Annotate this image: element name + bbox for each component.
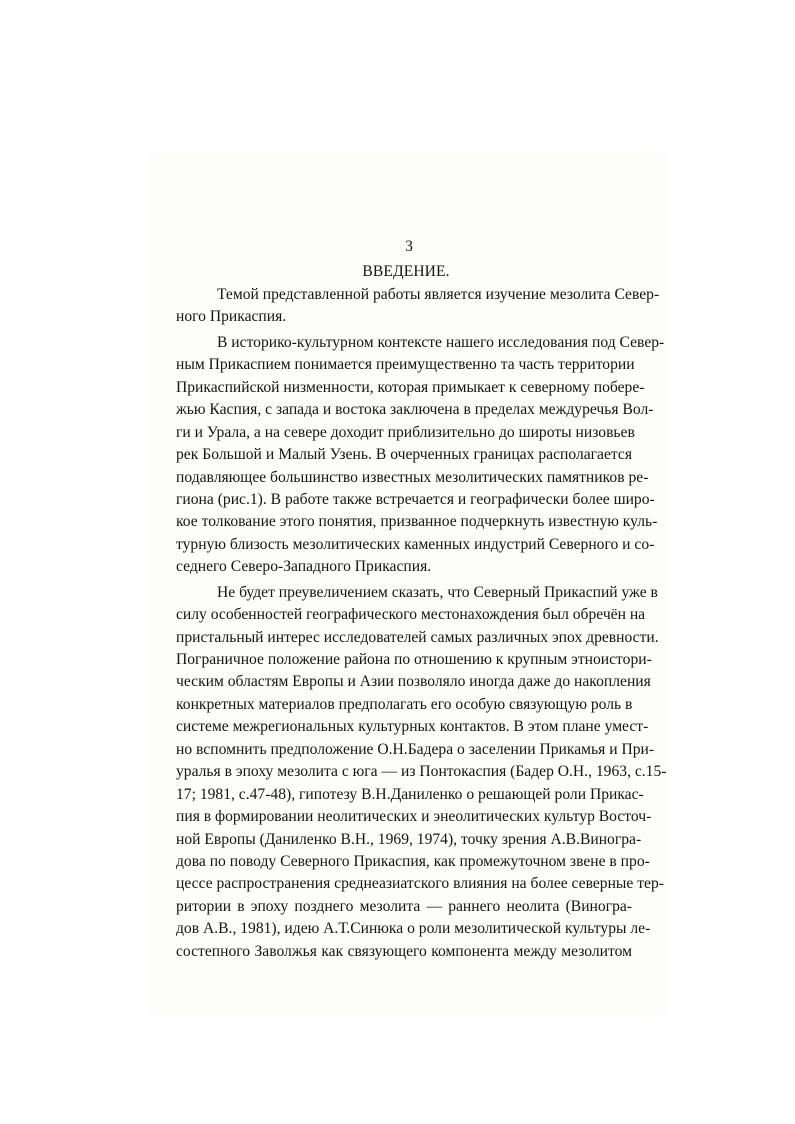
text-line: Пограничное положение района по отношению к крупным этноистори- [176,651,652,668]
text-line: ритории в эпоху позднего мезолита — раннего неолита (Виногра- [176,897,632,915]
text-line: пристальный интерес исследователей самых различных эпох древности. [176,628,659,646]
text-line: турную близость мезолитических каменных индустрий Северного и со- [176,535,655,553]
text-line: ной Европы (Даниленко В.Н., 1969, 1974), точку зрения А.В.Виногра- [176,830,642,848]
text-line: кое толкование этого понятия, призванное подчеркнуть известную куль- [176,513,658,531]
text-line: седнего Северо-Западного Прикаспия. [176,558,432,576]
text-line: Прикаспийской низменности, которая примыкает к северному побере- [176,378,645,396]
text-line: системе межрегиональных культурных контактов. В этом плане умест- [176,718,649,736]
text-line: ческим областям Европы и Азии позволяло иногда даже до накопления [176,673,651,691]
text-line: ным Прикаспием понимается преимущественно та часть территории [176,356,635,374]
text-line: конкретных материалов предполагать его особую связующую роль в [176,695,633,713]
paragraph-intro [176,284,660,329]
text-line: ги и Урала, а на севере доходит приблизительно до широты низовьев [176,423,635,441]
text-line: состепного Заволжья как связующего компонента между мезолитом [176,942,632,960]
paragraph-history [176,582,667,963]
text-line: Не будет преувеличением сказать, что Северный Прикаспий уже в [217,583,658,601]
paragraph-definition [176,332,665,579]
text-line: рек Большой и Малый Узень. В очерченных границах располагается [176,446,632,464]
text-line: подавляющее большинство известных мезолитических памятников ре- [176,468,649,486]
text-line: дов А.В., 1981), идею А.Т.Синюка о роли мезолитической культуры ле- [176,920,651,938]
text-line: гиона (рис.1). В работе также встречается и географически более широ- [176,490,655,508]
text-line: дова по поводу Северного Прикаспия, как промежуточном звене в про- [176,852,650,870]
text-line: Темой представленной работы является изучение мезолита Север- [217,286,660,303]
text-block [176,233,667,963]
text-line: жью Каспия, с запада и востока заключена в пределах междуречья Вол- [176,401,654,419]
page-number: 3 [405,238,413,255]
text-line: В историко-культурном контексте нашего исследования под Север- [217,333,665,351]
text-line: 17; 1981, с.47-48), гипотезу В.Н.Даниленко о решающей роли Прикас- [176,785,644,803]
text-line: уралья в эпоху мезолита с юга — из Понтокаспия (Бадер О.Н., 1963, с.15- [176,763,667,781]
section-heading: ВВЕДЕНИЕ. [362,263,450,280]
text-line: цессе распространения среднеазиатского влияния на более северные тер- [176,875,664,893]
text-line: силу особенностей географического местонахождения был обречён на [176,606,646,624]
text-line: но вспомнить предположение О.Н.Бадера о заселении Прикамья и При- [176,740,655,758]
text-line: пия в формировании неолитических и энеолитических культур Восточ- [176,808,652,826]
text-line: ного Прикаспия. [176,308,287,326]
